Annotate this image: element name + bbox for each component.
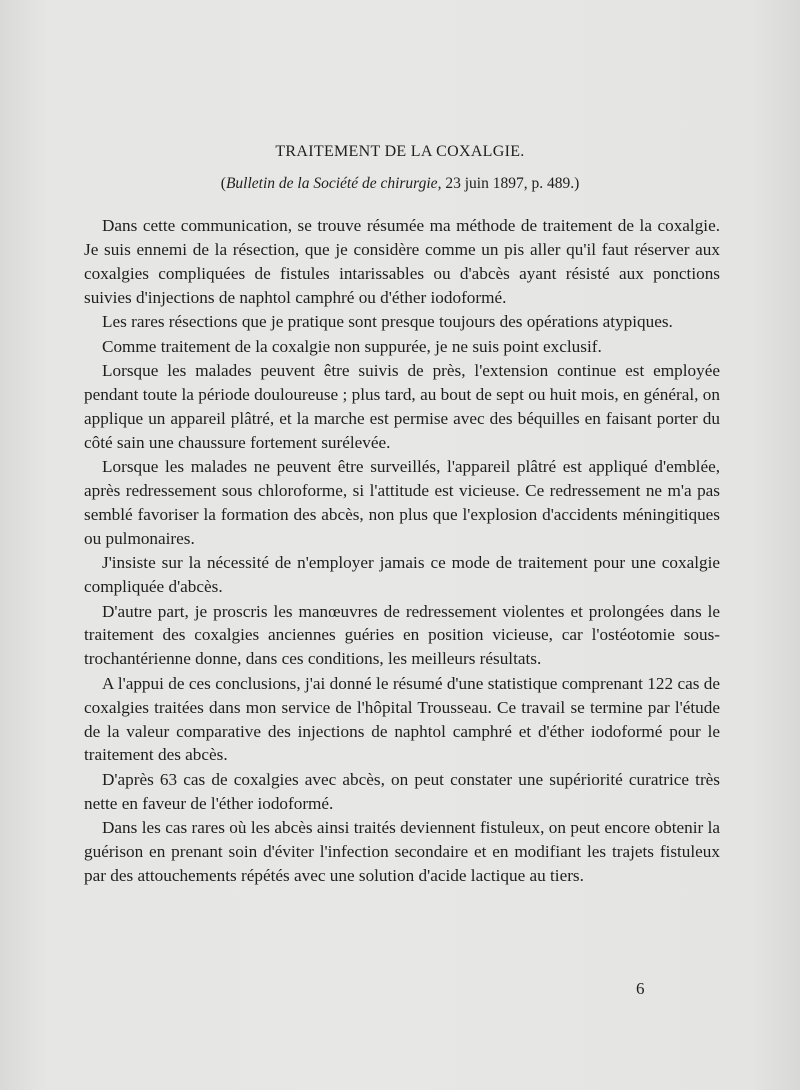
paragraph: J'insiste sur la nécessité de n'employer jamais ce mode de traitement pour une coxalgie compliquée d'abcès. bbox=[84, 553, 720, 597]
citation-journal: Bulletin de la Société de chirurgie, bbox=[225, 175, 442, 192]
paragraph: D'autre part, je proscris les manœuvres de redressement violentes et prolongées dans le traitement des coxalgies anciennes guéries en position vicieuse, car l'ostéotomie sous-trochantérienne donne, dans ces conditions, les meilleurs résultats. bbox=[84, 601, 720, 669]
page-number: 6 bbox=[636, 979, 645, 998]
paragraph: Dans les cas rares où les abcès ainsi traités deviennent fistuleux, on peut encore obtenir la guérison en prenant soin d'éviter l'infection secondaire et en modifiant les trajets fistuleux par des attouchements répétés avec une solution d'acide lactique au tiers. bbox=[84, 818, 720, 885]
citation-details: 23 juin 1897, p. 489.) bbox=[441, 175, 580, 192]
citation-open: ( bbox=[220, 175, 226, 192]
paragraph: Comme traitement de la coxalgie non suppurée, je ne suis point exclusif. bbox=[102, 336, 602, 356]
paragraph: Lorsque les malades peuvent être suivis de près, l'extension continue est employée pendant toute la période douloureuse ; plus tard, au bout de sept ou huit mois, en général, on applique un appareil plâtré, et la marche est permise avec des béquilles en faisant porter du côté sain une chaussure fortement surélevée. bbox=[84, 360, 720, 452]
paragraph: Dans cette communication, se trouve résumée ma méthode de traitement de la coxalgie. Je suis ennemi de la résection, que je considère comme un pis aller qu'il faut réserver aux coxalgies compliquées de fistules intarissables ou d'abcès ayant résisté aux ponctions suivies d'injections de naphtol camphré ou d'éther iodoformé. bbox=[84, 216, 720, 307]
body-text bbox=[84, 214, 720, 888]
paragraph: Les rares résections que je pratique sont presque toujours des opérations atypiques. bbox=[102, 312, 673, 332]
paragraph: Lorsque les malades ne peuvent être surveillés, l'appareil plâtré est appliqué d'emblée, après redressement sous chloroforme, si l'attitude est vicieuse. Ce redressement ne m'a pas semblé favoriser la formation des abcès, non plus que l'explosion d'accidents méningitiques ou pulmonaires. bbox=[84, 457, 720, 548]
source-citation bbox=[0, 175, 800, 193]
paragraph: D'après 63 cas de coxalgies avec abcès, on peut constater une supériorité curatrice très nette en faveur de l'éther iodoformé. bbox=[84, 769, 720, 813]
section-title: TRAITEMENT DE LA COXALGIE. bbox=[275, 143, 525, 160]
paragraph: A l'appui de ces conclusions, j'ai donné le résumé d'une statistique comprenant 122 cas de coxalgies traitées dans mon service de l'hôpital Trousseau. Ce travail se termine par l'étude de la valeur comparative des injections de naphtol camphré et d'éther iodoformé pour le traitement des abcès. bbox=[84, 673, 720, 765]
